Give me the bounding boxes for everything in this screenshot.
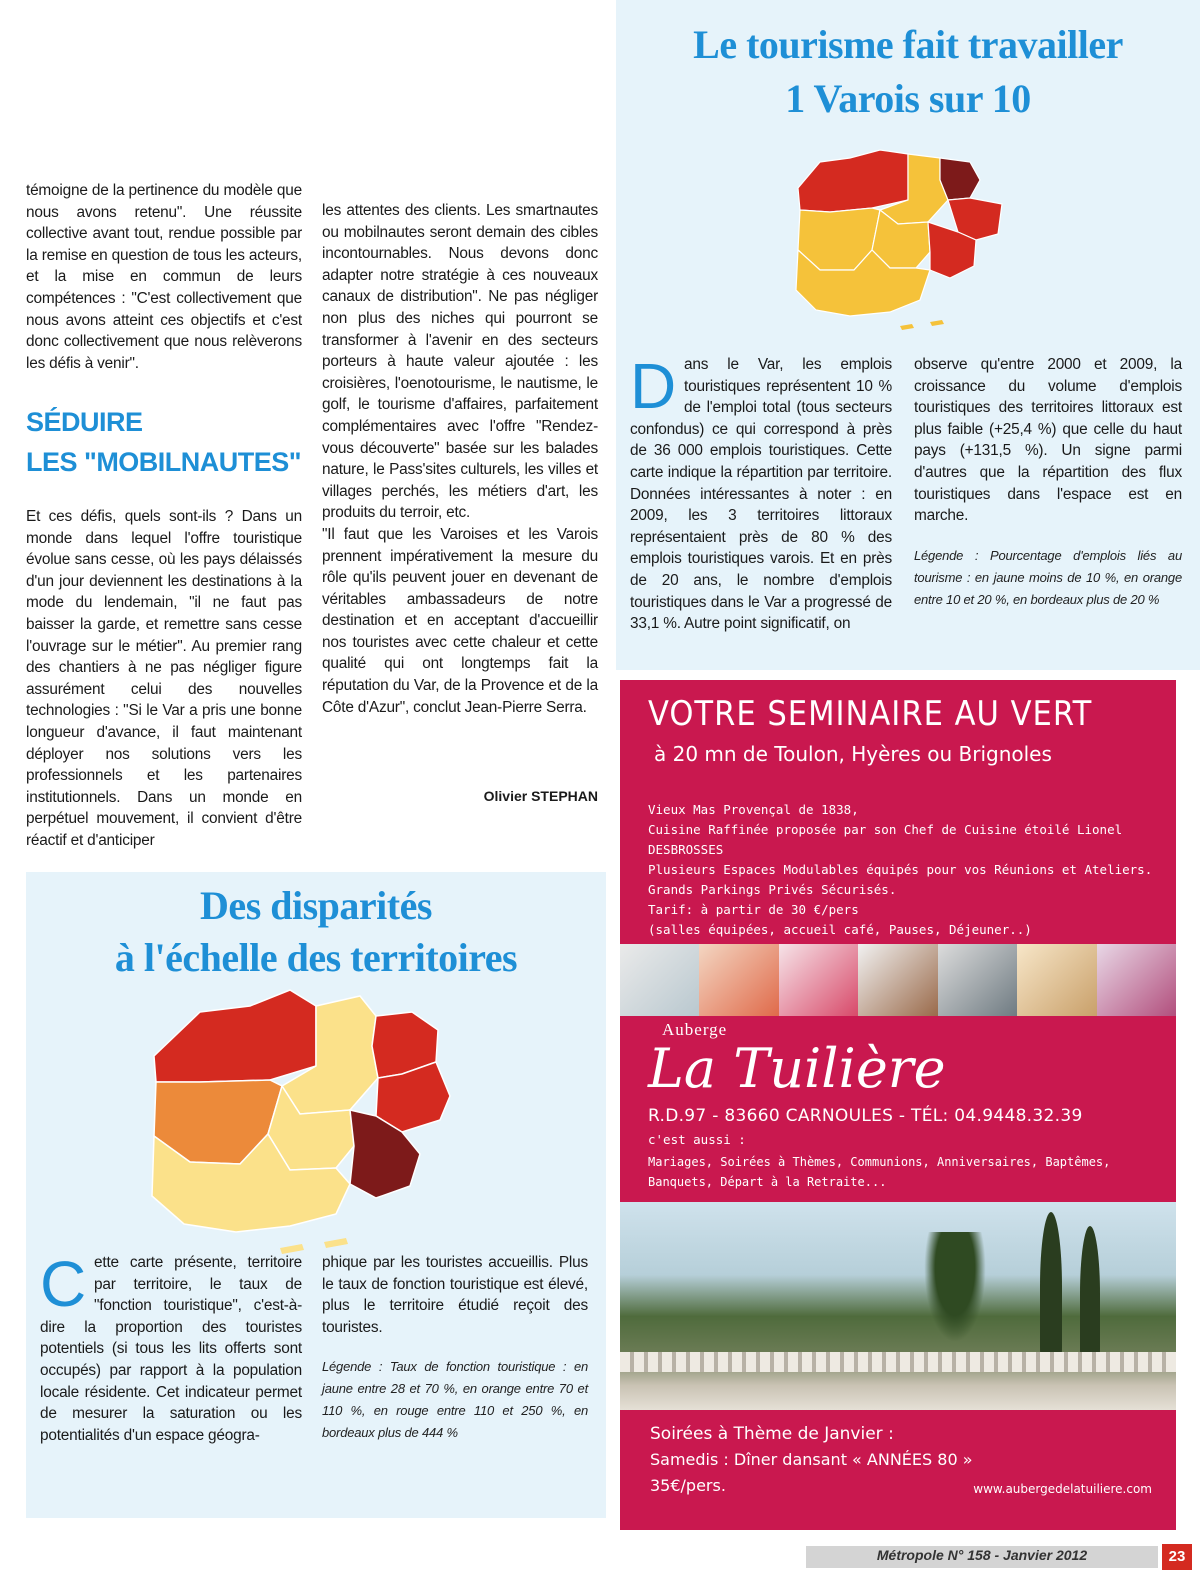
ad-garden-photo	[620, 1202, 1176, 1410]
soirees-line: Samedis : Dîner dansant « ANNÉES 80 »	[650, 1450, 973, 1469]
ad-aussi-line: Banquets, Départ à la Retraite...	[648, 1175, 887, 1189]
title-line-2: à l'échelle des territoires	[114, 935, 518, 980]
ad-photo	[620, 944, 699, 1016]
section-subhead	[26, 402, 316, 482]
title-line-2: 1 Varois sur 10	[785, 76, 1031, 121]
ad-photo	[699, 944, 778, 1016]
ad-website[interactable]: www.aubergedelatuiliere.com	[973, 1482, 1152, 1496]
top-right-title	[616, 18, 1200, 126]
ad-subtitle: à 20 mn de Toulon, Hyères ou Brignoles	[654, 742, 1052, 766]
ad-address: R.D.97 - 83660 CARNOULES - TÉL: 04.9448.32.39	[648, 1106, 1083, 1126]
map-region-fayence	[940, 158, 980, 200]
article-paragraph: phique par les touristes accueillis. Plus le taux de fonction touristique est élevé, plus le territoire étudié reçoit des touristes.	[322, 1254, 588, 1336]
article-paragraph: ans le Var, les emplois touristiques représentent 10 % de l'emploi total (tous secteurs confondus) ce qui correspond à près de 36 000 emplois touristiques. Cette carte indique la répartition par territoire. Données intéressantes à noter : en 2009, les 3 territoires littoraux représentaient près de 80 % des emplois touristiques varois. Et en près de 20 ans, le nombre d'emplois touristiques dans le Var a progressé de 33,1 %. Autre point significatif, on	[630, 356, 892, 633]
article-paragraph: "Il faut que les Varoises et les Varois prennent impérativement la mesure du rôle qu'ils peuvent jouer en devenant de véritables ambassadeurs de notre destination et en acceptant d'accueillir nos touristes avec cette chaleur et cette qualité qui ont longtemps fait la réputation du Var, de la Provence et de la Côte d'Azur", conclut Jean-Pierre Serra.	[322, 525, 598, 716]
ad-aussi-list	[648, 1152, 1168, 1192]
ad-detail-line: Vieux Mas Provençal de 1838,	[648, 802, 859, 817]
subhead-line-1: SÉDUIRE	[26, 407, 143, 437]
title-line-1: Des disparités	[200, 883, 432, 928]
footer-issue: Métropole N° 158 - Janvier 2012	[876, 1547, 1088, 1563]
bottom-left-col-2	[322, 1252, 588, 1444]
ad-aussi-line: Mariages, Soirées à Thèmes, Communions, Anniversaires, Baptêmes,	[648, 1155, 1111, 1169]
map-islands	[900, 320, 944, 330]
ad-photo	[1017, 944, 1096, 1016]
palm-tree	[920, 1232, 990, 1352]
soirees-title: Soirées à Thème de Janvier :	[650, 1424, 894, 1444]
map-legend: Légende : Pourcentage d'emplois liés au tourisme : en jaune moins de 10 %, en orange entre 10 et 20 %, en bordeaux plus de 20 %	[914, 547, 1182, 607]
page-number: 23	[1162, 1544, 1192, 1570]
map-region-haut-var	[154, 990, 316, 1082]
bottom-left-title	[26, 880, 606, 984]
article-paragraph: les attentes des clients. Les smartnautes ou mobilnautes seront demain des cibles incontournables. Nous devons donc adapter notre stratégie à ces nouveaux canaux de distribution". Ne pas négliger non plus des niches qui pourront se transformer à l'avenir en des secteurs porteurs à haute valeur ajoutée : les croisières, l'oenotourisme, le nautisme, le golf, le tourisme d'affaires, parfaitement complémentaires avec l'offre "Rendez-vous découverte" basée sur les balades nature, le Pass'sites culturels, les villes et villages perchés, les métiers d'art, les produits du terroir, etc.	[322, 202, 598, 522]
balustrade	[620, 1352, 1176, 1372]
ad-photo	[1097, 944, 1176, 1016]
ad-photo	[858, 944, 937, 1016]
top-right-col-1	[630, 350, 892, 635]
ad-detail-line: Plusieurs Espaces Modulables équipés pour vos Réunions et Ateliers.	[648, 862, 1153, 877]
author-byline: Olivier STEPHAN	[483, 788, 598, 804]
ad-detail-line: Grands Parkings Privés Sécurisés.	[648, 882, 897, 897]
top-right-col-2	[914, 354, 1182, 611]
ad-detail-line: (salles équipées, accueil café, Pauses, Déjeuner..)	[648, 922, 1032, 937]
cypress-tree	[1080, 1226, 1100, 1362]
article-paragraph: ette carte présente, territoire par territoire, le taux de "fonction touristique", c'est-à-dire la proportion des touristes potentiels (si tous les lits offerts sont occupés) par rapport à la population locale résidente. Cet indicateur permet de mesurer la saturation ou les potentialités d'un espace géogra-	[40, 1254, 302, 1444]
article-col-1a	[26, 180, 302, 374]
dropcap-c: C	[40, 1248, 87, 1320]
ad-details	[648, 800, 1158, 940]
ad-aussi-title: c'est aussi :	[648, 1132, 746, 1147]
ad-detail-line: Tarif: à partir de 30 €/pers	[648, 902, 859, 917]
bottom-left-col-1	[40, 1248, 302, 1446]
ad-detail-line: Cuisine Raffinée proposée par son Chef de Cuisine étoilé Lionel DESBROSSES	[648, 822, 1123, 857]
map-tourism-function	[140, 986, 470, 1258]
article-paragraph: observe qu'entre 2000 et 2009, la croissance du volume d'emplois touristiques des territoires littoraux est plus faible (+25,4 %) que celle du haut pays (+131,5 %). Un signe parmi d'autres que la répartition des flux touristiques dans l'espace est en marche.	[914, 356, 1182, 525]
brand-logo: La Tuilière	[648, 1037, 946, 1100]
subhead-line-2: LES "MOBILNAUTES"	[26, 447, 302, 477]
article-paragraph: témoigne de la pertinence du modèle que nous avons retenu". Une réussite collective avant tout, rendue possible par la remise en question de tous les acteurs, et la mise en commun de leurs compétences : "C'est collectivement que nous avons atteint ces objectifs et c'est donc collectivement que nous relèverons les défis à venir".	[26, 182, 302, 372]
title-line-1: Le tourisme fait travailler	[693, 22, 1123, 67]
map-tourism-jobs	[780, 140, 1020, 340]
article-col-2	[322, 200, 598, 718]
advertisement	[620, 680, 1176, 1530]
article-col-1b	[26, 506, 302, 852]
map-legend: Légende : Taux de fonction touristique : en jaune entre 28 et 70 %, en orange entre 70 et 110 %, en rouge entre 110 et 250 %, en bordeaux plus de 444 %	[322, 1359, 588, 1441]
ad-photo	[938, 944, 1017, 1016]
cypress-tree	[1040, 1212, 1062, 1362]
ad-headline: VOTRE SEMINAIRE AU VERT	[648, 694, 1093, 734]
soirees-price: 35€/pers.	[650, 1476, 726, 1495]
article-paragraph: Et ces défis, quels sont-ils ? Dans un monde dans lequel l'offre touristique évolue sans cesse, où les pays délaissés d'un jour deviennent les destinations à la mode du lendemain, "il ne faut pas baisser la garde, et remettre sans cesse l'ouvrage sur le métier". Au premier rang des chantiers à ne pas négliger figure assurément celui des nouvelles technologies : "Si le Var a pris une bonne longueur d'avance, il faut maintenant déployer nos solutions vers les professionnels et les partenaires institutionnels. Dans un monde en perpétuel mouvement, il convient d'être réactif et d'anticiper	[26, 508, 302, 849]
dropcap-d: D	[630, 350, 677, 422]
map-region-haut-var	[798, 150, 908, 212]
brand-small: Auberge	[662, 1020, 728, 1039]
ad-photo-strip	[620, 944, 1176, 1016]
ad-photo	[779, 944, 858, 1016]
